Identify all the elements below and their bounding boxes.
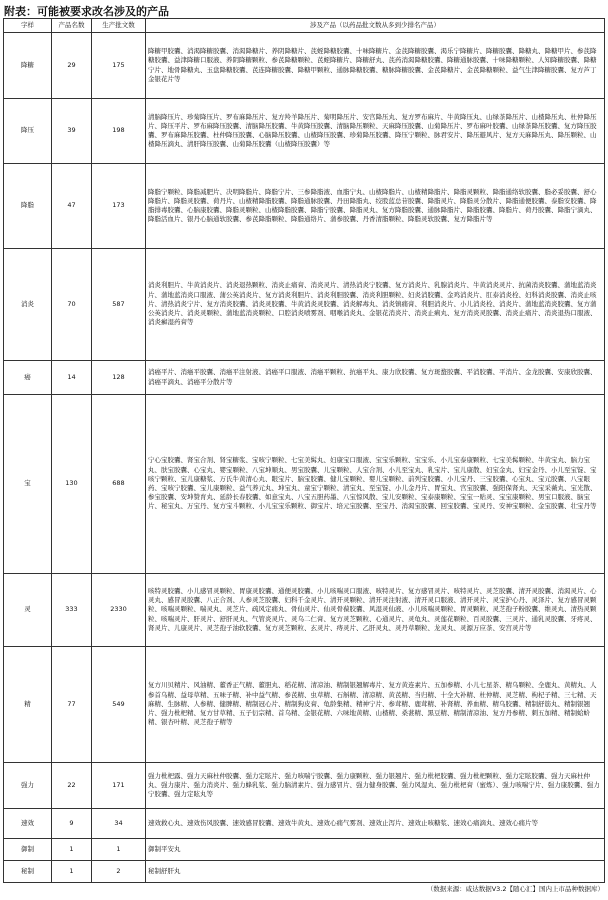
cell-approvals: 171	[92, 763, 146, 809]
table-row	[4, 33, 605, 99]
cell-approvals: 587	[92, 249, 146, 361]
cell-char: 宝	[4, 395, 52, 574]
cell-products: 强力枇杷露、强力天麻杜仲胶囊、强力定眩片、强力咳喘宁胶囊、强力康颗粒、强力银翘片、强力枇杷胶囊、强力枇杷颗粒、强力定眩胶囊、强力天麻杜仲丸、强力康片、强力消炎片、强力蜂乳浆、强力脑清素片、强力感冒片、强力健身胶囊、强力风湿丸、强力枇杷膏（蜜炼）、强力咳喘宁片、强力康胶囊、强力宁胶囊、强力定眩丸等	[146, 763, 605, 809]
cell-products: 御制平安丸	[146, 839, 605, 861]
table-row	[4, 647, 605, 763]
cell-char: 御制	[4, 839, 52, 861]
header-char: 字样	[4, 19, 52, 33]
cell-product-count: 9	[52, 809, 92, 839]
cell-products: 消癌平片、消癌平胶囊、消癌平注射液、消癌平口服液、消癌平颗粒、抗癌平丸、康力欣胶囊、复方斑蝥胶囊、平消胶囊、平消片、金龙胶囊、安康欣胶囊、消癌平滴丸、消癌平分散片等	[146, 361, 605, 395]
table-row	[4, 361, 605, 395]
cell-char: 癌	[4, 361, 52, 395]
cell-products: 宁心宝胶囊、肾宝合剂、肾宝糖浆、宝咳宁颗粒、七宝美髯丸、妇康宝口服液、宝宝乐颗粒、宝宝乐、小儿宝泰康颗粒、七宝美髯颗粒、牛黄宝丸、脑力宝丸、肤宝胶囊、心宝丸、婴宝颗粒、八宝坤顺丸、男宝胶囊、儿宝颗粒、人宝合剂、小儿至宝丸、乳宝片、宝儿康散、妇宝金丸、妇宝金丹、小儿至宝锭、宝咳宁颗粒、宝儿康糖浆、万氏牛黄清心丸、眼宝片、脑宝胶囊、健儿宝颗粒、婴儿宝颗粒、前列宝胶囊、小儿宝丹、三宝胶囊、心宝丸、宝元胶囊、八宝眼药、宝咳宁胶囊、宝儿康颗粒、益气养元丸、坤宝丸、童宝宁颗粒、清宝丸、至宝锭、小儿金丹片、胃宝丸、宫宝胶囊、强阳保肾丸、天宝采薇丸、宝光散、参宝胶囊、安坤赞育丸、延龄长春胶囊、如意宝丸、八宝五胆药墨、八宝惊风散、宝儿安颗粒、宝泰康颗粒、宝宝一贴灵、宝宝康颗粒、男宝口服液、脑宝片、秘宝丸、万宝丹、复方宝斗颗粒、小儿宝宝乐颗粒、御宝片、培元宝胶囊、至宝丹、消渴宝胶囊、回宝胶囊、宝灵丹、安神宝颗粒、金宝胶囊、壮宝丹等	[146, 395, 605, 574]
table-row	[4, 249, 605, 361]
table-row	[4, 99, 605, 164]
cell-products: 咳特灵胶囊、小儿感冒灵颗粒、胃康灵胶囊、通便灵胶囊、小儿咳喘灵口服液、咳特灵片、复方感冒灵片、咳特灵片、灵芝胶囊、清开灵胶囊、消渴灵片、心灵丸、感冒灵胶囊、八正合剂、人参灵芝胶囊、妇科千金灵片、清开灵颗粒、清开灵注射液、清开灵口服液、清开灵片、灵宝护心丹、灵泽片、复方感冒灵颗粒、咳喘灵颗粒、喘灵丸、灵芝片、疏风定痛丸、骨仙灵片、仙灵骨葆胶囊、风湿灵仙液、小儿咳喘灵颗粒、胃灵颗粒、灵芝孢子粉胶囊、维灵丸、清热灵颗粒、咳喘灵片、肝灵片、舒肝灵丸、气管炎灵片、灵乌二仁膏、复方灵芝颗粒、心通灵片、灵龟丸、灵莲花颗粒、百灵胶囊、三灵片、通乳灵胶囊、牙疼灵、肾灵片、儿康灵片、灵芝孢子油软胶囊、复方灵芝颗粒、玄灵片、痔灵片、乙肝灵丸、灵丹草颗粒、龙灵丸、灵源万应茶、安宫灵片等	[146, 574, 605, 647]
cell-approvals: 34	[92, 809, 146, 839]
cell-approvals: 175	[92, 33, 146, 99]
cell-products: 清脑降压片、珍菊降压片、罗布麻降压片、复方羚羊降压片、菊明降压片、安宫降压丸、复方罗布麻片、牛黄降压丸、山绿茶降压片、山楂降压丸、杜仲降压片、降压平片、罗布麻降压胶囊、清脑降压胶囊、牛黄降压胶囊、清脑降压颗粒、天麻降压胶囊、山菊降压片、罗布麻叶胶囊、山绿茶降压胶囊、复方降压胶囊、罗布麻降压胶囊、杜仲降压胶囊、心脑降压胶囊、山楂降压胶囊、珍菊降压胶囊、降压宁颗粒、脉君安片、降压避风片、复方天麻降压丸、降压颗粒、山楂降压滴丸、清肝降压胶囊、山菊降压胶囊（山楂降压胶囊）等	[146, 99, 605, 164]
table-row	[4, 164, 605, 249]
cell-approvals: 128	[92, 361, 146, 395]
cell-product-count: 77	[52, 647, 92, 763]
header-approval-count: 生产批文数	[92, 19, 146, 33]
cell-char: 降糖	[4, 33, 52, 99]
cell-product-count: 29	[52, 33, 92, 99]
cell-char: 精	[4, 647, 52, 763]
cell-approvals: 2	[92, 861, 146, 883]
cell-approvals: 173	[92, 164, 146, 249]
cell-approvals: 549	[92, 647, 146, 763]
cell-products: 消炎利胆片、牛黄消炎片、消炎退热颗粒、消炎止痛膏、消炎灵片、清热消炎宁胶囊、复方消炎片、乳腺消炎片、牛黄消炎灵片、抗菌消炎胶囊、蒲地蓝消炎片、蒲地蓝消炎口服液、蒲公英消炎片、复方消炎利胆片、消炎利胆胶囊、消炎利胆颗粒、妇炎消胶囊、金鸡消炎片、肛泰消炎栓、妇科消炎胶囊、消炎止咳片、清热消炎宁片、复方消炎胶囊、消炎灵胶囊、牛黄消炎灵胶囊、消炎解毒丸、消炎镇痛膏、利胆消炎片、小儿消炎栓、消炎片、蒲地蓝消炎胶囊、复方蒲公英消炎片、消炎灵颗粒、蒲地蓝消炎颗粒、口腔消炎喷雾剂、咽喉消炎丸、金银花消炎片、消炎止痢丸、复方消炎灵胶囊、消炎止痛片、消炎退热口服液、消炎癣湿药膏等	[146, 249, 605, 361]
cell-char: 强力	[4, 763, 52, 809]
cell-approvals: 198	[92, 99, 146, 164]
cell-product-count: 22	[52, 763, 92, 809]
table-header-row	[4, 19, 605, 33]
cell-char: 降压	[4, 99, 52, 164]
cell-approvals: 1	[92, 839, 146, 861]
cell-approvals: 688	[92, 395, 146, 574]
table-row	[4, 839, 605, 861]
table-row	[4, 861, 605, 883]
cell-product-count: 70	[52, 249, 92, 361]
table-row	[4, 395, 605, 574]
cell-product-count: 1	[52, 839, 92, 861]
page-title: 附表：可能被要求改名涉及的产品	[4, 5, 169, 18]
products-table	[3, 18, 605, 883]
cell-product-count: 130	[52, 395, 92, 574]
cell-approvals: 2330	[92, 574, 146, 647]
data-source-note: （数据来源：咸达数据V3.2【随心汇】国内上市品种数据库）	[426, 885, 604, 893]
cell-products: 速效救心丸、速效伤风胶囊、速效感冒胶囊、速效牛黄丸、速效心痛气雾剂、速效止泻片、速效止咳糖浆、速效心痛滴丸、速效心痛片等	[146, 809, 605, 839]
table-row	[4, 763, 605, 809]
cell-products: 降糖甲胶囊、消渴降糖胶囊、消渴降糖片、养阴降糖片、芪蛭降糖胶囊、十味降糖片、金芪降糖胶囊、渴乐宁降糖片、降糖胶囊、降糖丸、降糖甲片、参芪降糖胶囊、益津降糖口服液、养阴降糖颗粒、参芪降糖颗粒、芪蛭降糖片、降糖舒丸、芪药消渴降糖胶囊、降糖通脉胶囊、十味降糖颗粒、人知降糖胶囊、降糖宁片、地骨降糖丸、玉盘降糖胶囊、芪连降糖胶囊、降糖甲颗粒、通脉降糖胶囊、糖脉降糖胶囊、金芪降糖片、金芪降糖颗粒、益气生津降糖胶囊、复方芦丁金银花片等	[146, 33, 605, 99]
table-row	[4, 574, 605, 647]
cell-char: 降脂	[4, 164, 52, 249]
cell-product-count: 47	[52, 164, 92, 249]
cell-product-count: 333	[52, 574, 92, 647]
cell-char: 灵	[4, 574, 52, 647]
header-products: 涉及产品（以药品批文数从多到少排名产品）	[146, 19, 605, 33]
cell-products: 秘制舒肝丸	[146, 861, 605, 883]
cell-char: 速效	[4, 809, 52, 839]
cell-char: 消炎	[4, 249, 52, 361]
cell-products: 复方川贝精片、风油精、藿香正气精、藿胆丸、稻花精、清凉油、精制银翘解毒片、复方黄连素片、五加参精、小儿七星茶、精乌颗粒、全鹿丸、黄精丸、人参首乌精、益母草精、五味子精、补中益气精、参芪精、虫草精、石斛精、清凉精、黄芪精、当归精、十全大补精、杜仲精、灵芝精、枸杞子精、三七精、天麻精、生脉精、人参精、健脾精、精制冠心片、精制狗皮膏、龟龄集精、精神宁片、参茸精、鹿茸精、补肾精、养血精、精乌胶囊、精制舒筋丸、精制银翘片、强力枇杷精、复方甘草精、五子衍宗精、首乌精、金银花精、六味地黄精、山楂精、桑葚精、黑豆精、精制清凉油、复方丹参精、刺五加精、精制蛤蚧精、银杏叶精、灵芝孢子精等	[146, 647, 605, 763]
cell-products: 降脂宁颗粒、降脂减肥片、决明降脂片、降脂宁片、三参降脂液、血脂宁丸、山楂降脂片、山楂精降脂片、降脂灵颗粒、降脂通络软胶囊、脂必妥胶囊、舒心降脂片、降脂灵胶囊、荷丹片、山楂精降脂胶囊、降脂通脉胶囊、丹田降脂丸、绞股蓝总苷胶囊、降脂灵片、降脂灵分散片、降脂通便胶囊、泰脂安胶囊、降脂排毒胶囊、心脑康胶囊、降脂灵颗粒、山楂降脂胶囊、降脂宁胶囊、降脂灵丸、复方降脂胶囊、通脉降脂片、降脂胶囊、降脂片、荷丹胶囊、降脂宁滴丸、降脂活血片、银丹心脑通软胶囊、参芪降脂颗粒、降脂通络片、蒲参胶囊、丹香清脂颗粒、降脂灵软胶囊、复方降脂片等	[146, 164, 605, 249]
cell-product-count: 39	[52, 99, 92, 164]
cell-product-count: 14	[52, 361, 92, 395]
header-product-count: 产品名数	[52, 19, 92, 33]
cell-char: 秘制	[4, 861, 52, 883]
table-row	[4, 809, 605, 839]
cell-product-count: 1	[52, 861, 92, 883]
